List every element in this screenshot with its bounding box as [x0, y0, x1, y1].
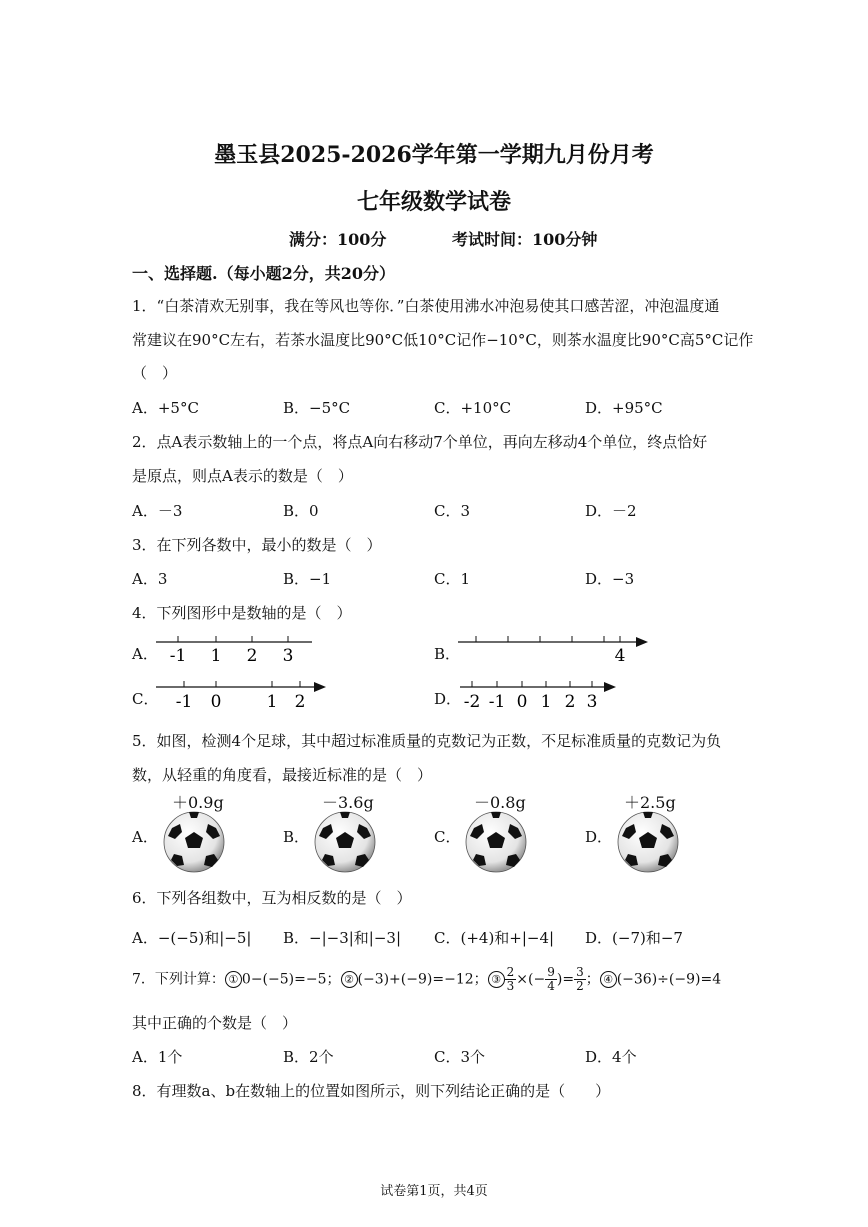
q7-line1 — [132, 966, 721, 993]
q3-option-d: D．−3 — [585, 570, 635, 588]
q2-option-c: C．3 — [434, 502, 471, 520]
circled-number: ④ — [600, 971, 617, 988]
exam-title: 墨玉县2025-2026学年第一学期九月份月考 — [214, 142, 654, 168]
q7-expr-4: (−36)÷(−9)=4 — [616, 971, 722, 988]
ball-a-weight: ＋0.9g — [172, 793, 224, 812]
axis-b-tick-label: 4 — [614, 646, 626, 666]
soccer-ball-icon — [313, 810, 377, 874]
q4-label-d: D． — [434, 690, 462, 708]
soccer-ball-icon — [616, 810, 680, 874]
q2-line2: 是原点，则点A表示的数是（ ） — [132, 467, 353, 485]
q1-line3: （ ） — [132, 364, 178, 382]
soccer-ball-icon — [162, 810, 226, 874]
circled-number: ③ — [488, 971, 505, 988]
fraction: $\frac{9}{4}$ — [547, 965, 555, 993]
q1-option-a: A．+5°C — [132, 399, 199, 417]
circled-number: ① — [225, 971, 242, 988]
q4-label-c: C． — [132, 690, 159, 708]
number-line-d — [452, 677, 622, 715]
q2-option-b: B．0 — [283, 502, 319, 520]
q6-option-c: C．(+4)和+|−4| — [434, 929, 555, 947]
fraction: $\frac{3}{2}$ — [576, 965, 584, 993]
axis-d-tick-label: 0 — [516, 692, 528, 712]
axis-c-tick-label: 0 — [210, 692, 222, 712]
q1-line1: 1．“白茶清欢无别事，我在等风也等你．”白茶使用沸水冲泡易使其口感苦涩，冲泡温度通 — [132, 297, 720, 315]
q7-expr-1: 0−(−5)=−5； — [241, 971, 341, 988]
q7-expr-3-mid: ×(− — [516, 971, 546, 988]
q7-line2: 其中正确的个数是（ ） — [132, 1014, 298, 1032]
axis-a-tick-label: -1 — [169, 646, 187, 666]
axis-c-tick-label: 1 — [266, 692, 278, 712]
ball-c-weight: －0.8g — [474, 793, 526, 812]
ball-d-weight: ＋2.5g — [624, 793, 676, 812]
circled-number: ② — [341, 971, 358, 988]
q6-option-a: A．−(−5)和|−5| — [132, 929, 252, 947]
fraction: $\frac{2}{3}$ — [506, 965, 515, 993]
ball-b-weight: －3.6g — [322, 793, 374, 812]
q2-option-d: D．－2 — [585, 502, 637, 520]
q6-option-d: D．(−7)和−7 — [585, 929, 683, 947]
number-line-a — [150, 630, 320, 668]
q5-line2: 数，从轻重的角度看，最接近标准的是（ ） — [132, 766, 433, 784]
axis-d-tick-label: 2 — [564, 692, 576, 712]
q3-option-c: C．1 — [434, 570, 471, 588]
q5-label-c: C． — [434, 828, 461, 846]
exam-subtitle: 七年级数学试卷 — [356, 189, 511, 215]
axis-d-tick-label: -1 — [488, 692, 506, 712]
axis-d-tick-label: 3 — [586, 692, 598, 712]
q6-line1: 6．下列各组数中，互为相反数的是（ ） — [132, 889, 412, 907]
axis-a-tick-label: 2 — [246, 646, 258, 666]
q7-prefix: 7．下列计算： — [132, 971, 225, 988]
axis-c-tick-label: -1 — [175, 692, 193, 712]
q4-label-b: B． — [434, 645, 461, 663]
axis-d-tick-label: 1 — [540, 692, 552, 712]
q8-line1: 8．有理数a、b在数轴上的位置如图所示，则下列结论正确的是（ ） — [132, 1082, 611, 1100]
q7-expr-2: (−3)+(−9)=−12； — [357, 971, 488, 988]
q7-expr-3-end: )= — [556, 971, 575, 988]
q3-line1: 3．在下列各数中，最小的数是（ ） — [132, 536, 382, 554]
q4-line1: 4．下列图形中是数轴的是（ ） — [132, 604, 352, 622]
number-line-c — [150, 677, 330, 715]
soccer-ball-icon — [464, 810, 528, 874]
q1-option-b: B．−5°C — [283, 399, 351, 417]
q6-option-b: B．−|−3|和|−3| — [283, 929, 402, 947]
number-line-b — [452, 630, 652, 668]
q5-line1: 5．如图，检测4个足球，其中超过标准质量的克数记为正数，不足标准质量的克数记为负 — [132, 732, 722, 750]
axis-c-tick-label: 2 — [294, 692, 306, 712]
q7-option-b: B．2个 — [283, 1048, 334, 1066]
q7-option-c: C．3个 — [434, 1048, 486, 1066]
q2-line1: 2．点A表示数轴上的一个点，将点A向右移动7个单位，再向左移动4个单位，终点恰好 — [132, 433, 708, 451]
q5-label-b: B． — [283, 828, 310, 846]
axis-d-tick-label: -2 — [463, 692, 481, 712]
q7-option-a: A．1个 — [132, 1048, 183, 1066]
section-title: 一、选择题.（每小题2分，共20分） — [132, 264, 395, 283]
q7-option-d: D．4个 — [585, 1048, 637, 1066]
q1-option-d: D．+95°C — [585, 399, 663, 417]
q4-label-a: A． — [132, 645, 158, 663]
q1-line2: 常建议在90°C左右，若茶水温度比90°C低10°C记作−10°C，则茶水温度比90°C高5°C记作 — [132, 331, 754, 349]
exam-time: 考试时间：100分钟 — [452, 230, 598, 249]
axis-a-tick-label: 1 — [210, 646, 222, 666]
semicolon: ； — [585, 971, 600, 988]
full-score: 满分：100分 — [289, 230, 387, 249]
axis-a-tick-label: 3 — [282, 646, 294, 666]
q3-option-b: B．−1 — [283, 570, 332, 588]
q3-option-a: A．3 — [132, 570, 168, 588]
q1-option-c: C．+10°C — [434, 399, 512, 417]
q2-option-a: A．－3 — [132, 502, 183, 520]
q5-label-d: D． — [585, 828, 613, 846]
page-footer: 试卷第1页，共4页 — [380, 1184, 488, 1199]
q5-label-a: A． — [132, 828, 158, 846]
